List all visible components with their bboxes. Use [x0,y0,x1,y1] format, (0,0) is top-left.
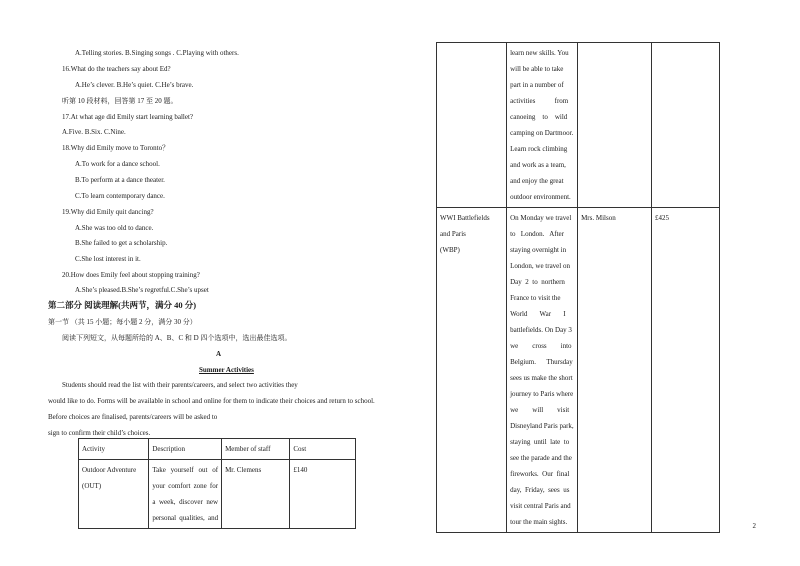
description-line: Learn rock climbing [510,145,568,153]
activity-code: (OUT) [82,482,102,490]
description-line: staying until late to [510,438,570,446]
q16-question: 16.What do the teachers say about Ed? [62,65,171,73]
description-line: learn new skills. You [510,49,569,57]
description-line: day, Friday, sees us [510,486,570,494]
activity-cell-empty [437,43,507,208]
q19-question: 19.Why did Emily quit dancing? [62,208,154,216]
q15-options: A.Telling stories. B.Singing songs . C.Playing with others. [75,49,239,57]
table-row [437,208,720,533]
description-line: journey to Paris where [510,390,574,398]
description-line: World War I [510,310,566,318]
description-line: part in a number of [510,81,564,89]
activity-cell [79,460,149,529]
description-line: On Monday we travel [510,214,572,222]
description-line: to London. After [510,230,564,238]
activity-cell [437,208,507,533]
activity-name: Outdoor Adventure [82,466,137,474]
q16-options: A.He’s clever. B.He’s quiet. C.He’s brave. [75,81,194,89]
passage-10-instruction: 听第 10 段材料，回答第 17 至 20 题。 [62,97,178,105]
description-line: see the parade and the [510,454,572,462]
activity-code: (WBP) [440,246,460,254]
section-subtitle: 第一节 （共 15 小题；每小题 2 分，满分 30 分） [48,318,197,326]
header-cost: Cost [290,439,356,460]
description-line: Take yourself out of [152,466,219,474]
section-title: 第二部分 阅读理解(共两节，满分 40 分) [48,300,197,310]
header-staff: Member of staff [222,439,290,460]
description-line: France to visit the [510,294,561,302]
cost-cell: £140 [290,460,356,529]
passage-title: Summer Activities [199,366,254,374]
q17-options: A.Five. B.Six. C.Nine. [62,128,126,136]
description-line: we cross into [510,342,572,350]
description-line: London, we travel on [510,262,570,270]
header-activity: Activity [79,439,149,460]
header-description: Description [149,439,222,460]
description-line: canoeing to wild [510,113,568,121]
staff-cell: Mrs. Milson [578,208,652,533]
description-line: a week, discover new [152,498,219,506]
q18-option-b: B.To perform at a dance theater. [75,176,165,184]
activities-table-left [78,438,356,529]
cost-cell-empty [652,43,720,208]
page-number: 2 [752,522,756,530]
description-line: outdoor environment. [510,193,571,201]
activity-name: WWI Battlefields [440,214,490,222]
q17-question: 17.At what age did Emily start learning ballet? [62,113,194,121]
description-cell [507,43,578,208]
description-line: personal qualities, and [152,514,219,522]
passage-letter: A [216,350,222,358]
activities-table-right [436,42,720,533]
table-row [79,460,356,529]
description-line: battlefields. On Day 3 [510,326,572,334]
description-line: Day 2 to northern [510,278,565,286]
q19-option-a: A.She was too old to dance. [75,224,154,232]
description-line: sees us make the short [510,374,573,382]
description-line: will be able to take [510,65,564,73]
description-line: we will visit [510,406,570,414]
description-cell [149,460,222,529]
description-cell [507,208,578,533]
q19-option-b: B.She failed to get a scholarship. [75,239,168,247]
q19-option-c: C.She lost interest in it. [75,255,141,263]
staff-cell: Mr. Clemens [222,460,290,529]
staff-cell-empty [578,43,652,208]
description-line: tour the main sights. [510,518,568,526]
intro-line-4: sign to confirm their child’s choices. [48,429,151,437]
q18-option-c: C.To learn contemporary dance. [75,192,165,200]
table-header-row [79,439,356,460]
description-line: Belgium. Thursday [510,358,573,366]
description-line: fireworks. Our final [510,470,570,478]
q18-option-a: A.To work for a dance school. [75,160,160,168]
intro-line-1: Students should read the list with their parents/careers, and select two activities they [62,381,298,389]
q18-question: 18.Why did Emily move to Toronto？ [62,144,170,152]
q20-options: A.She’s pleased.B.She’s regretful.C.She’s upset [75,286,209,294]
description-line: and enjoy the great [510,177,564,185]
description-line: Disneyland Paris park, [510,422,574,430]
cost-cell: £425 [652,208,720,533]
description-line: visit central Paris and [510,502,571,510]
reading-instruction: 阅读下列短文，从每题所给的 A、B、C 和 D 四个选项中，选出最佳选项。 [62,334,292,342]
description-line: and work as a team, [510,161,566,169]
q20-question: 20.How does Emily feel about stopping training? [62,271,200,279]
intro-line-2: would like to do. Forms will be available in school and online for them to indicate their choices and return to school. [48,397,375,405]
table-row [437,43,720,208]
description-line: staying overnight in [510,246,567,254]
description-line: activities from [510,97,569,105]
intro-line-3: Before choices are finalised, parents/careers will be asked to [48,413,218,421]
activity-name: and Paris [440,230,466,238]
description-line: your comfort zone for [152,482,219,490]
description-line: camping on Dartmoor. [510,129,574,137]
